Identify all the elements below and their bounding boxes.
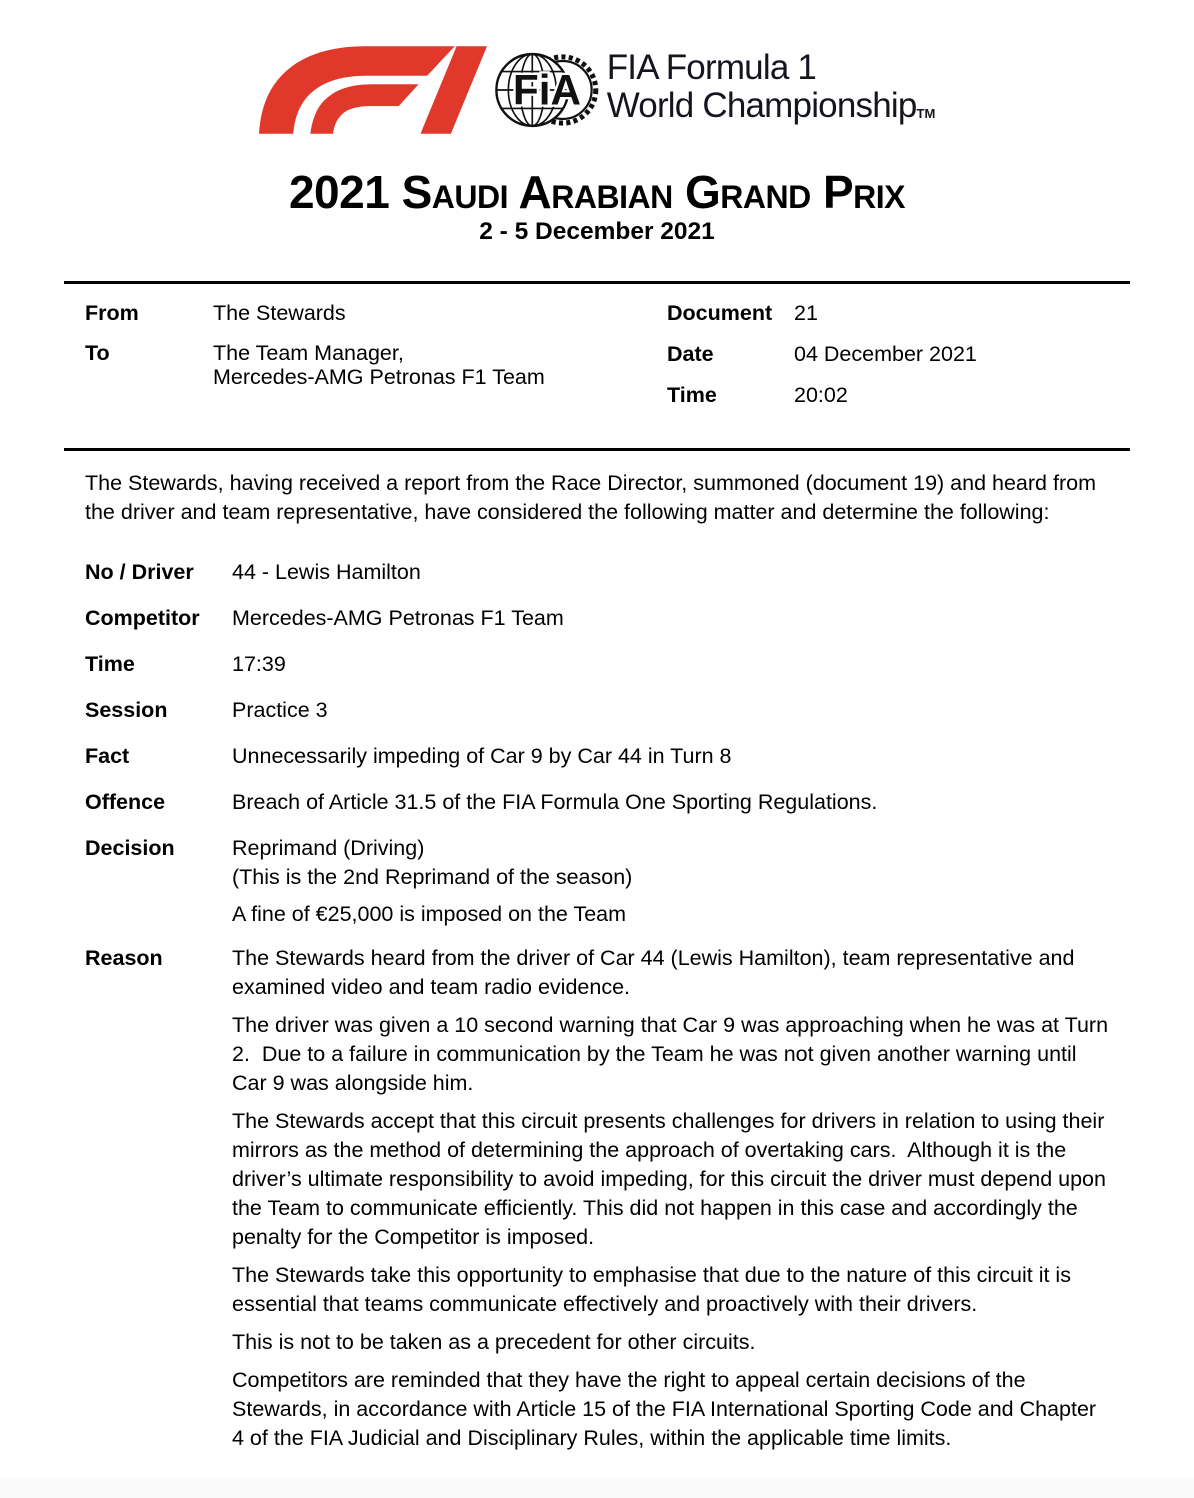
document-value: 21 [794,301,818,325]
trademark-symbol: TM [916,105,936,121]
field-row-session [85,696,1110,725]
meta-row-date [667,342,1130,366]
field-row-no-driver [85,558,1110,587]
fia-logo-icon [495,44,599,136]
decision-line2: (This is the 2nd Reprimand of the season) [232,865,633,889]
page-title: 2021 Saudi Arabian Grand Prix [288,166,906,218]
field-row-fact [85,742,1110,771]
field-row-offence [85,788,1110,817]
reason-paragraph: The driver was given a 10 second warning that Car 9 was approaching when he was at Turn 2. Due to a failure in communication by the Team he was not given another warning until Car 9 was alongside him. [232,1013,1115,1095]
session-value: Practice 3 [232,698,328,722]
fact-label: Fact [85,744,130,768]
meta-row-document [667,301,1130,325]
svg-text:FiA: FiA [512,66,581,114]
event-dates: 2 - 5 December 2021 [479,218,715,245]
reason-paragraph: Competitors are reminded that they have the right to appeal certain decisions of the Stewards, in accordance with Article 15 of the FIA International Sporting Code and Chapter 4 of the FIA Judicial and Disciplinary Rules, within the applicable time limits. [232,1368,1103,1450]
no-driver-value: 44 - Lewis Hamilton [232,560,421,584]
meta-row-to [85,341,667,389]
brand-wordmark [607,49,936,132]
meta-row-time [667,383,1130,407]
from-label: From [85,301,139,325]
footer-strip [0,1478,1194,1498]
no-driver-label: No / Driver [85,560,194,584]
offence-value: Breach of Article 31.5 of the FIA Formula One Sporting Regulations. [232,790,878,814]
competitor-value: Mercedes-AMG Petronas F1 Team [232,606,564,630]
field-row-competitor [85,604,1110,633]
meta-right-column [667,301,1130,424]
to-value [213,341,545,389]
from-value: The Stewards [213,301,346,325]
document-label: Document [667,301,773,325]
reason-value [232,944,1115,1453]
brand-line2-wrap [607,87,936,132]
meta-table [64,284,1130,448]
meta-row-from [85,301,667,325]
to-label: To [85,341,110,365]
field-row-decision [85,834,1110,929]
logo-row [0,0,1194,138]
offence-label: Offence [85,790,166,814]
brand-line1: FIA Formula 1 [606,47,817,87]
session-time-label: Time [85,652,135,676]
time-value: 20:02 [794,383,848,407]
reason-paragraph: The Stewards take this opportunity to emphasise that due to the nature of this circuit it is essential that teams communicate effectively and proactively with their drivers. [232,1263,1077,1316]
decision-line3: A fine of €25,000 is imposed on the Team [232,902,627,926]
date-value: 04 December 2021 [794,342,977,366]
meta-left-column [85,301,667,424]
f1-logo-icon [259,45,487,135]
date-label: Date [667,342,714,366]
session-label: Session [85,698,168,722]
field-row-reason [85,944,1115,1453]
to-value-line2: Mercedes-AMG Petronas F1 Team [213,365,545,389]
reason-paragraph: The Stewards accept that this circuit presents challenges for drivers in relation to using their mirrors as the method of determining the approach of overtaking cars. Although it is the driver’s ultimate responsibility to avoid impeding, for this circuit the driver must depend upon the Team to communicate efficiently. This did not happen in this case and accordingly the penalty for the Competitor is imposed. [232,1109,1112,1249]
competitor-label: Competitor [85,606,200,630]
decision-label: Decision [85,836,175,860]
fact-value: Unnecessarily impeding of Car 9 by Car 44 in Turn 8 [232,744,732,768]
session-time-value: 17:39 [232,652,286,676]
decision-line1: Reprimand (Driving) [232,836,425,860]
reason-paragraph: The Stewards heard from the driver of Car 44 (Lewis Hamilton), team representative and examined video and team radio evidence. [232,946,1081,999]
divider-bottom [64,448,1130,451]
brand-line2: World Championship [606,85,917,125]
time-label: Time [667,383,717,407]
to-value-line1: The Team Manager, [213,341,404,365]
reason-label: Reason [85,946,163,970]
reason-paragraph: This is not to be taken as a precedent for other circuits. [232,1330,756,1354]
field-row-time [85,650,1110,679]
intro-paragraph: The Stewards, having received a report from the Race Director, summoned (document 19) and heard from the driver and team representative, have considered the following matter and determine the following: [85,471,1096,524]
case-fields [85,558,1115,1453]
decision-value [232,834,1110,929]
